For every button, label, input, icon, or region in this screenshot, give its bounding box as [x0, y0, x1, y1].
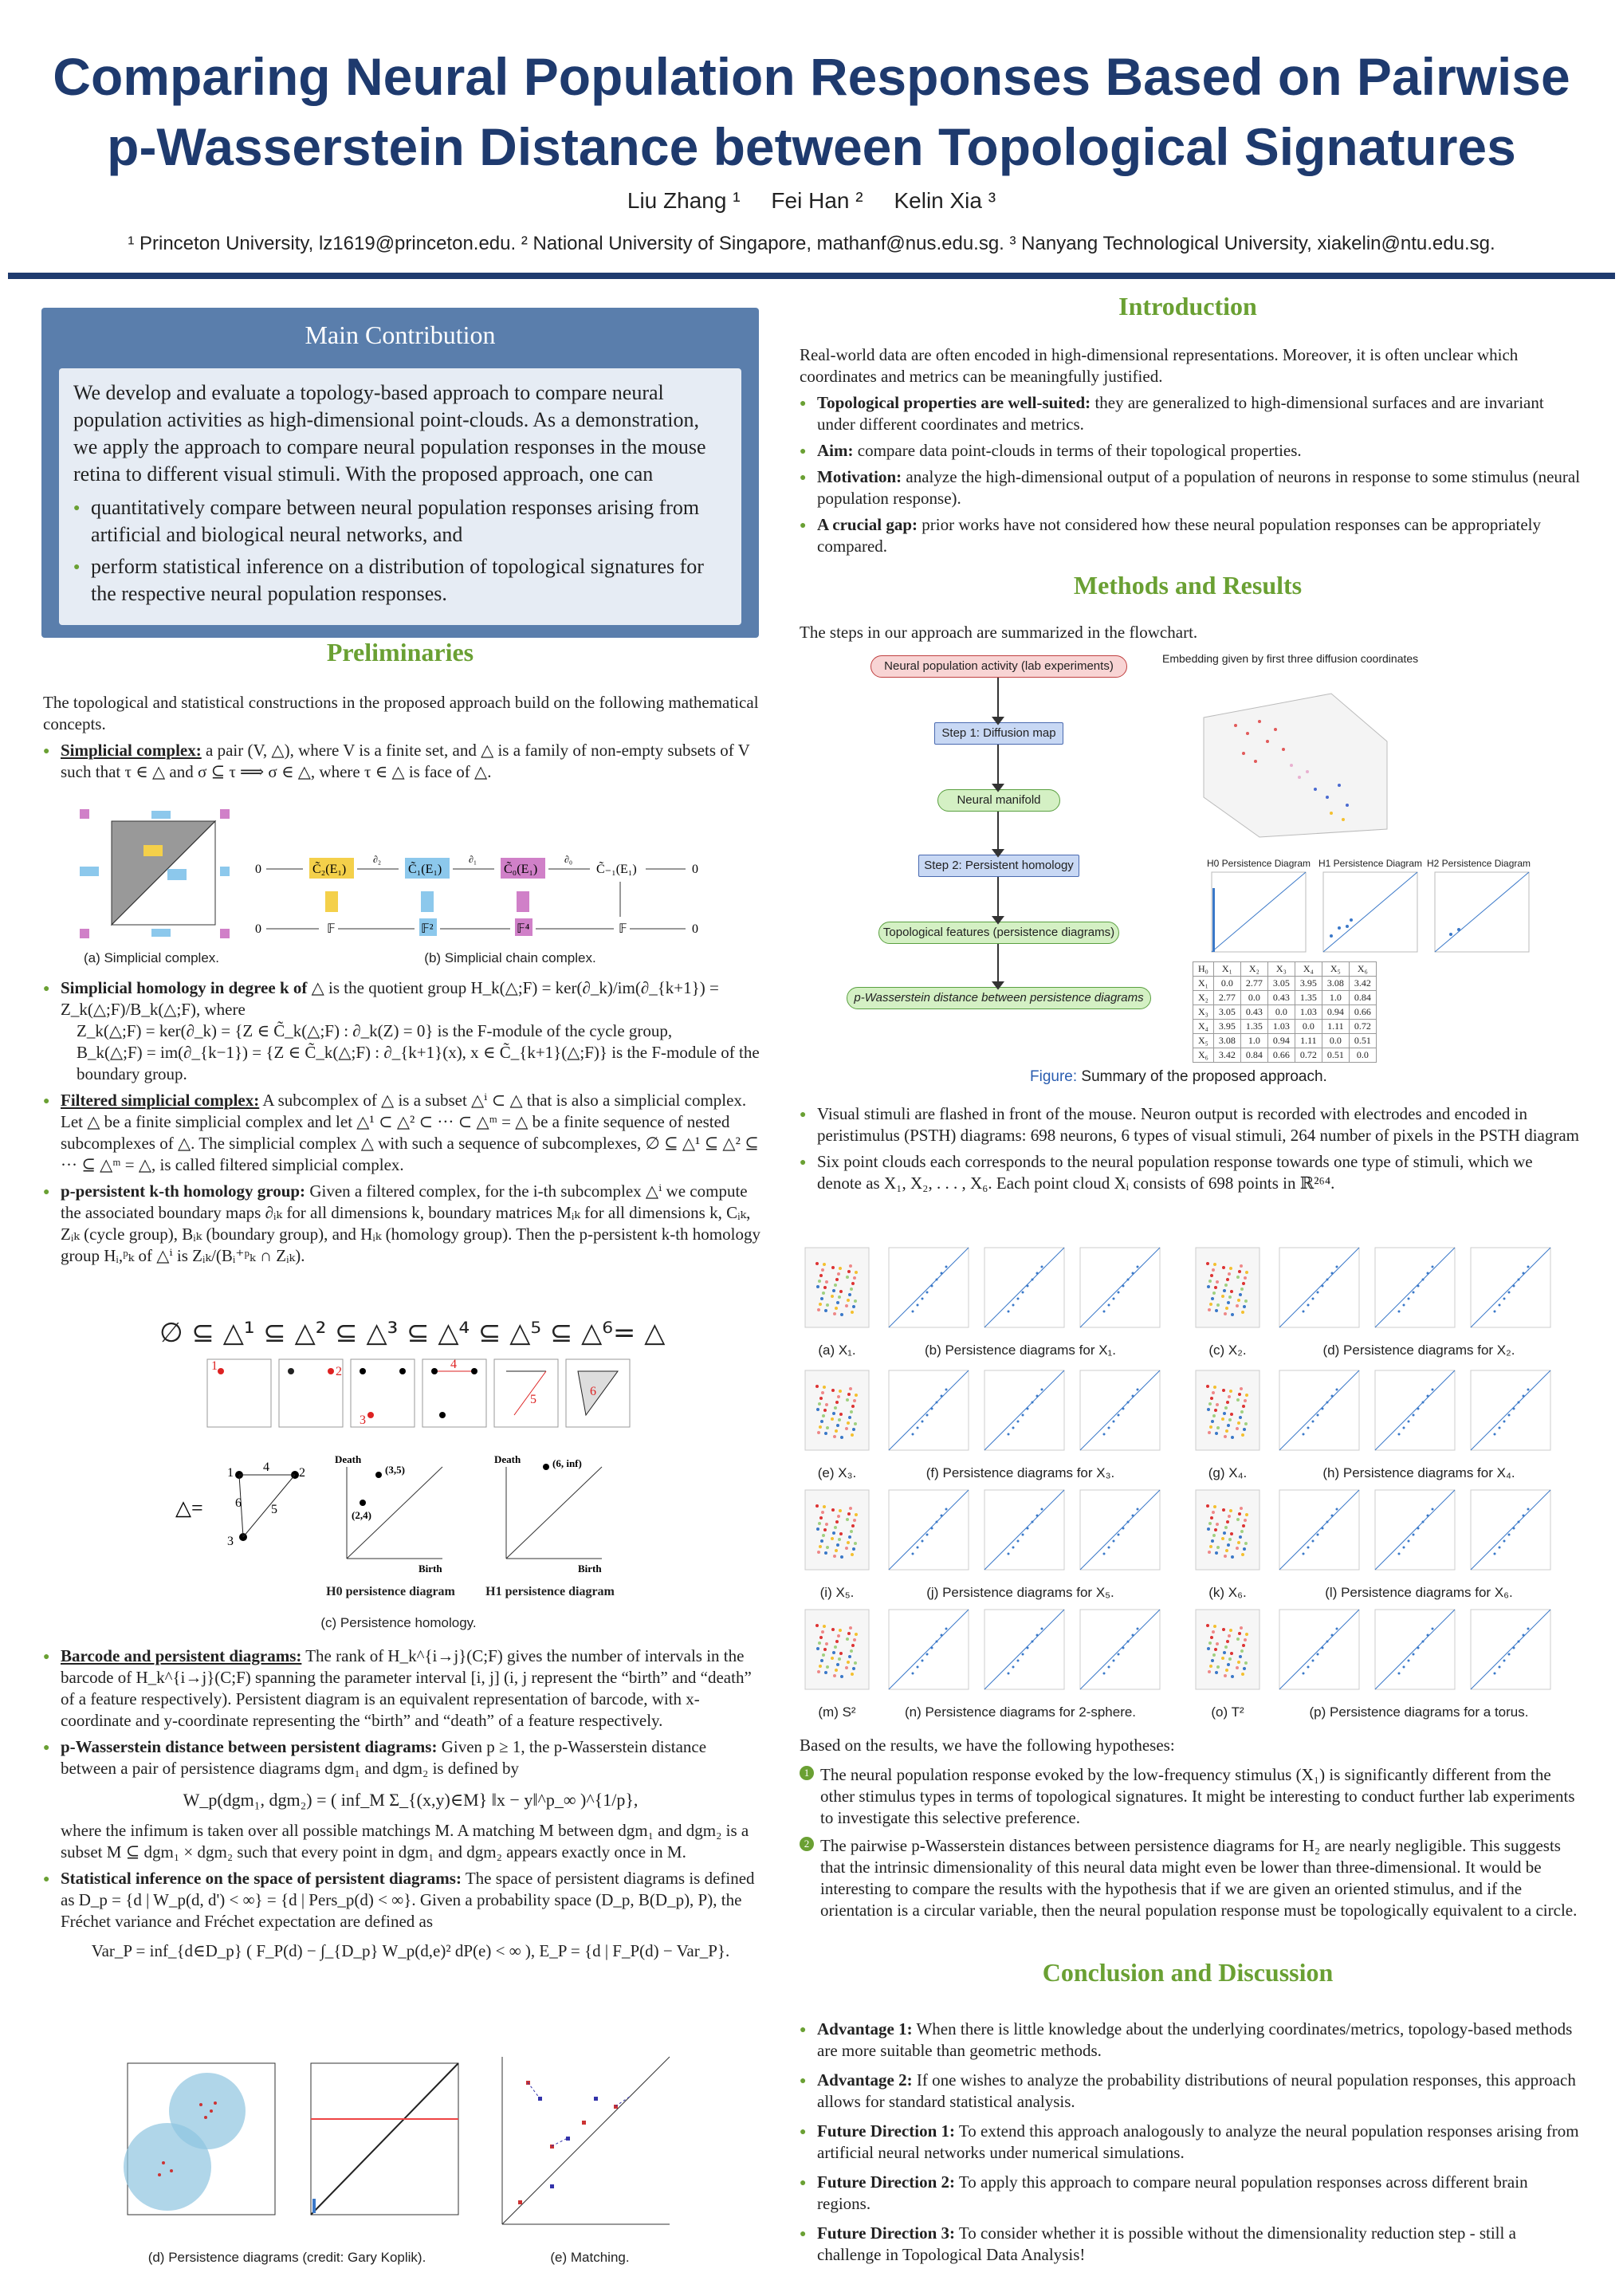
contribution-bullet: ● perform statistical inference on a distribution of topological signatures for the respective neural population responses. — [73, 553, 727, 607]
grid-caption: (m) S² — [818, 1704, 856, 1720]
matrix-cell: 3.05 — [1213, 1005, 1240, 1020]
svg-text:△=: △= — [175, 1496, 203, 1520]
persistence-diagram-thumbnail — [1279, 1248, 1359, 1327]
matrix-cell: 3.42 — [1349, 977, 1376, 991]
figure-caption — [1030, 1068, 1327, 1086]
matrix-cell: 0.84 — [1240, 1048, 1267, 1063]
svg-text:Death: Death — [494, 1453, 521, 1465]
text: To consider whether it is possible without the dimensionality reduction step - still a challenge in Topological Data Analysis! — [817, 2223, 1516, 2264]
contribution-heading: Main Contribution — [305, 320, 496, 349]
svg-text:0: 0 — [692, 863, 698, 876]
persistence-homology-figure — [175, 1355, 650, 1594]
intro-bullet — [800, 466, 1581, 509]
term: Topological properties are well-suited: — [817, 393, 1091, 412]
grid-caption: (n) Persistence diagrams for 2-sphere. — [904, 1704, 1137, 1720]
matrix-cell: X₄ — [1295, 962, 1322, 977]
matrix-cell: X₂ — [1240, 962, 1267, 977]
figure-label: Figure: — [1030, 1068, 1078, 1085]
term: Aim: — [817, 441, 854, 460]
term: Statistical inference on the space of persistent diagrams: — [61, 1869, 462, 1888]
caption-c: (c) Persistence homology. — [320, 1615, 477, 1630]
matrix-cell: 0.0 — [1240, 991, 1267, 1005]
point-cloud-thumbnail — [1196, 1490, 1259, 1570]
svg-text:0: 0 — [692, 922, 698, 936]
grid-caption: (a) X₁. — [818, 1343, 856, 1358]
svg-text:1: 1 — [227, 1466, 234, 1480]
matrix-cell: X₆ — [1193, 1048, 1214, 1063]
persistence-diagram-thumbnail — [984, 1610, 1064, 1689]
persistence-diagram-thumbnail — [1080, 1248, 1160, 1327]
svg-text:Birth: Birth — [578, 1563, 602, 1575]
matrix-cell: X₁ — [1213, 962, 1240, 977]
conclusion-bullet — [800, 2019, 1581, 2062]
text: compare data point-clouds in terms of their topological properties. — [853, 441, 1302, 460]
term: Future Direction 2: — [817, 2172, 956, 2192]
definition: A subcomplex of △ is a subset △ⁱ ⊂ △ that is also a simplicial complex. Let △ be a finite simplicial complex and let △¹ ⊂ △² ⊂ ··· ⊂ △ᵐ = △ be a finite sequence of nested subcomplexes of △. The simplicial complex △ with such a sequence of subcomplexes, ∅ ⊆ △¹ ⊆ △² ⊆ ··· ⊆ △ᵐ = △, is called filtered simplicial complex. — [61, 1091, 759, 1174]
sub-item: Z_k(△;F) = ker(∂_k) = {Z ∈ C̃_k(△;F) : ∂_k(Z) = 0} is the F-module of the cycle group, — [77, 1021, 673, 1040]
grid-caption: (f) Persistence diagrams for X₃. — [925, 1465, 1115, 1480]
h1-label: H1 persistence diagram — [485, 1585, 615, 1598]
hypothesis-2 — [800, 1835, 1581, 1921]
conclusion-bullet — [800, 2223, 1581, 2266]
definition: The space of persistent diagrams is defined as D_p = {d | W_p(d, d') < ∞} = {d | Pers_p(d) < ∞}. Given a probability space (D_p, B(D_p), P), the Fréchet variance and Fréchet expectation are defined as — [61, 1869, 755, 1931]
matrix-cell: 2.77 — [1240, 977, 1267, 991]
svg-text:C̃₀(E₁): C̃₀(E₁) — [504, 863, 538, 876]
hypothesis-1 — [800, 1764, 1581, 1829]
frechet-formula: Var_P = inf_{d∈D_p} ( F_P(d) − ∫_{D_p} W_p(d,e)² dP(e) < ∞ ), E_P = {d | F_P(d) − Var_P}. — [91, 1941, 730, 1960]
svg-text:0: 0 — [255, 863, 261, 876]
flow-step-1: Step 1: Diffusion map — [934, 722, 1063, 745]
prelim-content — [43, 692, 760, 788]
definition: is the quotient group H_k(△;F) = ker(∂_k)/im(∂_{k+1}) = Z_k(△;F)/B_k(△;F), where — [61, 978, 719, 1019]
methods-bullets — [800, 1103, 1581, 1199]
term: p-Wasserstein distance between persistent diagrams: — [61, 1737, 438, 1756]
wasserstein-after: where the infimum is taken over all possible matchings M. A matching M between dgm₁ and dgm₂ is a subset M ⊆ dgm₁ × dgm₂ such that every point in dgm₁ and dgm₂ appears exactly once in M. — [61, 1821, 749, 1862]
matrix-cell: 1.0 — [1322, 991, 1349, 1005]
inference-item — [43, 1868, 760, 1962]
svg-text:3: 3 — [227, 1535, 234, 1548]
point-cloud-thumbnail — [1196, 1248, 1259, 1327]
term: Simplicial homology in degree k of △ — [61, 978, 324, 997]
svg-text:Birth: Birth — [419, 1563, 442, 1575]
grid-caption: (i) X₅. — [819, 1585, 855, 1600]
persistence-diagram-thumbnail — [889, 1248, 969, 1327]
matrix-cell: 3.08 — [1213, 1034, 1240, 1048]
chain-complex-figure — [255, 837, 733, 945]
grid-caption: (o) T² — [1211, 1704, 1244, 1720]
conclusion-bullet — [800, 2172, 1581, 2215]
persistence-diagram-thumbnail — [1375, 1610, 1455, 1689]
text: If one wishes to analyze the probability distributions of neural population responses, this approach allows for standard statistical analysis. — [817, 2070, 1576, 2111]
persistence-diagram-thumbnail — [984, 1490, 1064, 1570]
main-contribution-panel — [41, 308, 759, 638]
methods-bullet: ● Six point clouds each corresponds to the neural population response towards one type of stimuli, which we denote as X₁, X₂, . . . , X₆. Each point cloud Xᵢ consists of 698 points in ℝ²⁶⁴. — [800, 1151, 1581, 1194]
matrix-cell: 1.03 — [1267, 1020, 1295, 1034]
grid-caption: (p) Persistence diagrams for a torus. — [1309, 1704, 1529, 1720]
term: Future Direction 3: — [817, 2223, 956, 2243]
persistence-diagram-thumbnail — [1471, 1610, 1550, 1689]
grid-caption: (b) Persistence diagrams for X₁. — [924, 1343, 1117, 1358]
matrix-cell: X₁ — [1193, 977, 1214, 991]
grid-caption: (g) X₄. — [1208, 1465, 1248, 1480]
matrix-row — [1193, 1034, 1377, 1048]
homology-item — [43, 977, 760, 1085]
grid-caption: (d) Persistence diagrams for X₂. — [1322, 1343, 1515, 1358]
point-cloud-thumbnail — [805, 1370, 869, 1450]
persistence-diagram-thumbnail — [984, 1370, 1064, 1450]
text: To extend this approach analogously to analyze the neural population responses arising from artificial neural networks under numerical simulations. — [817, 2121, 1579, 2162]
svg-text:∂₂: ∂₂ — [373, 854, 382, 865]
persistence-diagram-thumbnail — [889, 1370, 969, 1450]
intro-text: Real-world data are often encoded in high-dimensional representations. Moreover, it is often unclear which coordinates and metrics can be meaningfully justified. — [800, 345, 1519, 386]
persistence-diagram-thumbnail — [1471, 1248, 1550, 1327]
persistence-diagram-thumbnail — [1375, 1490, 1455, 1570]
text: To apply this approach to compare neural population responses across different brain regions. — [817, 2172, 1528, 2213]
contribution-text: We develop and evaluate a topology-based approach to compare neural population activities as high-dimensional point-clouds. As a demonstration, we apply the approach to compare neural population responses in the mouse retina to different visual stimuli. With the proposed approach, one can — [73, 381, 706, 486]
intro-bullet — [800, 392, 1581, 435]
point-cloud-thumbnail — [805, 1490, 869, 1570]
matrix-cell: 0.66 — [1349, 1005, 1376, 1020]
definition: a pair (V, △), where V is a finite set, and △ is a family of non-empty subsets of V such that τ ∈ △ and σ ⊆ τ ⟹ σ ∈ △, where τ ∈ △ is face of △. — [61, 741, 750, 781]
term: Future Direction 1: — [817, 2121, 956, 2141]
term: p-persistent k-th homology group: — [61, 1181, 306, 1201]
conclusion-content — [800, 2019, 1581, 2274]
wasserstein-item — [43, 1736, 760, 1863]
matching-plot — [494, 2049, 678, 2232]
term: A crucial gap: — [817, 515, 918, 534]
pd-title-h0: H0 Persistence Diagram — [1207, 858, 1311, 869]
authors: Liu Zhang ¹ Fei Han ² Kelin Xia ³ — [627, 188, 996, 213]
text: analyze the high-dimensional output of a population of neurons in response to some stimulus (neural population response). — [817, 467, 1581, 508]
figure-caption-text: Summary of the proposed approach. — [1077, 1068, 1327, 1085]
intro-bullet — [800, 514, 1581, 557]
grid-caption: (e) X₃. — [817, 1465, 857, 1480]
results-grid — [797, 1244, 1578, 1730]
definition: Given p ≥ 1, the p-Wasserstein distance between a pair of persistence diagrams dgm₁ and dgm₂ is defined by — [61, 1737, 707, 1778]
matrix-cell: 0.43 — [1267, 991, 1295, 1005]
matrix-cell: 3.05 — [1267, 977, 1295, 991]
h0-label: H0 persistence diagram — [326, 1585, 455, 1598]
embedding-title: Embedding given by first three diffusion coordinates — [1162, 652, 1419, 665]
svg-text:∂₁: ∂₁ — [469, 854, 477, 865]
matrix-cell: 0.0 — [1295, 1020, 1322, 1034]
svg-text:C̃₂(E₁): C̃₂(E₁) — [312, 863, 347, 876]
matrix-cell: 0.66 — [1267, 1048, 1295, 1063]
svg-text:(6, inf): (6, inf) — [552, 1457, 582, 1469]
hypothesis-text: The pairwise p-Wasserstein distances between persistence diagrams for H₂ are nearly negligible. This suggests that the intrinsic dimensionality of this neural data might even be lower than three-dimensional. It would be interesting to compare the results with the hypothesis that if we are given an oriented stimulus, and if the orientation is a circular variable, then the neural population response must be topologically equivalent to a circle. — [820, 1836, 1578, 1920]
matrix-cell: 0.51 — [1349, 1034, 1376, 1048]
matrix-cell: X₄ — [1193, 1020, 1214, 1034]
svg-text:Death: Death — [335, 1453, 362, 1465]
growing-discs-plot — [112, 2055, 279, 2231]
contribution-body — [59, 368, 741, 625]
flow-step-2: Step 2: Persistent homology — [918, 855, 1079, 877]
matrix-cell: X₅ — [1322, 962, 1349, 977]
persistence-diagram-thumbnail — [1375, 1248, 1455, 1327]
caption-a: (a) Simplicial complex. — [83, 950, 220, 965]
matrix-cell: 0.0 — [1349, 1048, 1376, 1063]
svg-text:𝔽: 𝔽 — [327, 922, 336, 936]
persistence-diagram-thumbnail — [1080, 1370, 1160, 1450]
matrix-cell: 0.72 — [1349, 1020, 1376, 1034]
svg-text:2: 2 — [299, 1466, 305, 1480]
persistent-item — [43, 1181, 760, 1267]
matrix-cell: X₃ — [1193, 1005, 1214, 1020]
svg-text:4: 4 — [263, 1461, 269, 1474]
text: prior works have not considered how these neural population responses can be appropriately compared. — [817, 515, 1542, 556]
svg-text:C̃₋₁(E₁): C̃₋₁(E₁) — [596, 863, 637, 876]
persistence-diagram-thumbnail — [1279, 1490, 1359, 1570]
matrix-cell: 3.42 — [1213, 1048, 1240, 1063]
svg-text:∂₀: ∂₀ — [564, 854, 573, 865]
hypotheses — [800, 1735, 1581, 1921]
matrix-cell: H₀ — [1193, 962, 1214, 977]
svg-text:5: 5 — [530, 1393, 536, 1406]
preliminaries-heading: Preliminaries — [326, 638, 474, 666]
svg-text:𝔽⁴: 𝔽⁴ — [517, 922, 530, 936]
conclusion-bullet — [800, 2121, 1581, 2164]
prelim-content-3 — [43, 1645, 760, 1970]
matrix-row — [1193, 977, 1377, 991]
contribution-bullet: ● quantitatively compare between neural population responses arising from artificial and biological neural networks, and — [73, 494, 727, 548]
matrix-cell: 1.35 — [1240, 1020, 1267, 1034]
barcode-item — [43, 1645, 760, 1732]
hypothesis-text: The neural population response evoked by the low-frequency stimulus (X₁) is significantly different from the other stimulus types in terms of topological signatures. It might be interesting to conduct further lab experiments to investigate this selective preference. — [820, 1765, 1575, 1827]
persistence-diagram-thumbnail — [1471, 1370, 1550, 1450]
svg-text:C̃₁(E₁): C̃₁(E₁) — [408, 863, 442, 876]
caption-e: (e) Matching. — [550, 2250, 630, 2265]
flow-neural-activity: Neural population activity (lab experiments) — [870, 655, 1127, 678]
matrix-cell: 3.95 — [1213, 1020, 1240, 1034]
matrix-row — [1193, 1005, 1377, 1020]
matrix-cell: 1.11 — [1322, 1020, 1349, 1034]
header-rule — [8, 273, 1615, 279]
matrix-cell: 0.94 — [1322, 1005, 1349, 1020]
filtration-label: ∅ ⊆ △¹ ⊆ △² ⊆ △³ ⊆ △⁴ ⊆ △⁵ ⊆ △⁶= △ — [159, 1317, 666, 1349]
svg-text:1: 1 — [211, 1359, 218, 1373]
point-cloud-thumbnail — [805, 1248, 869, 1327]
matrix-row — [1193, 1020, 1377, 1034]
definition: Given a filtered complex, for the i-th subcomplex △ⁱ we compute the associated boundary maps ∂ᵢₖ for all dimensions k, boundary matrices Mᵢₖ for all dimensions k, Cᵢₖ, Zᵢₖ (cycle group), Bᵢₖ (boundary group), and Hᵢₖ (homology group). Then the p-persistent k-th homology group Hᵢ,ᵖₖ of △ⁱ is Zᵢₖ/(Bᵢ⁺ᵖₖ ∩ Zᵢₖ). — [61, 1181, 760, 1265]
svg-text:6: 6 — [235, 1496, 242, 1510]
matrix-cell: 0.51 — [1322, 1048, 1349, 1063]
pd-title-h2: H2 Persistence Diagram — [1427, 858, 1531, 869]
persistence-diagram-thumbnail — [889, 1610, 969, 1689]
persistence-diagram-thumbnail — [1080, 1490, 1160, 1570]
matrix-cell: X₅ — [1193, 1034, 1214, 1048]
methods-heading: Methods and Results — [1073, 571, 1303, 600]
sub-item: B_k(△;F) = im(∂_{k−1}) = {Z ∈ C̃_k(△;F) : ∂_{k+1}(x), x ∈ C̃_{k+1}(△;F)} is the F-module of the boundary group. — [77, 1043, 760, 1083]
methods-intro: The steps in our approach are summarized in the flowchart. — [800, 623, 1198, 642]
point-cloud-thumbnail — [1196, 1610, 1259, 1689]
methods-bullet: ● Visual stimuli are flashed in front of the mouse. Neuron output is recorded with electrodes and encoded in peristimulus (PSTH) diagrams: 698 neurons, 6 types of visual stimuli, 264 number of pixels in the PSTH diagram — [800, 1103, 1581, 1146]
matrix-cell: 1.11 — [1295, 1034, 1322, 1048]
svg-text:0: 0 — [255, 922, 261, 936]
filtered-item — [43, 1090, 760, 1176]
point-cloud-thumbnail — [1196, 1370, 1259, 1450]
grid-caption: (c) X₂. — [1208, 1343, 1247, 1358]
matrix-cell: 1.35 — [1295, 991, 1322, 1005]
flow-neural-manifold: Neural manifold — [937, 789, 1060, 812]
conclusion-bullet — [800, 2070, 1581, 2113]
matrix-cell: 3.08 — [1322, 977, 1349, 991]
title-line-1: Comparing Neural Population Responses Based on Pairwise — [53, 47, 1570, 106]
svg-text:𝔽²: 𝔽² — [421, 922, 434, 936]
term: Motivation: — [817, 467, 902, 486]
persistence-diagram-thumbnail — [1375, 1370, 1455, 1450]
text: When there is little knowledge about the underlying coordinates/metrics, topology-based methods are more suitable than geometric methods. — [817, 2019, 1573, 2060]
term: Simplicial complex: — [61, 741, 202, 760]
caption-d: (d) Persistence diagrams (credit: Gary Koplik). — [147, 2250, 426, 2265]
svg-text:2: 2 — [336, 1365, 342, 1378]
term: Advantage 2: — [817, 2070, 913, 2090]
matrix-row — [1193, 991, 1377, 1005]
svg-text:5: 5 — [271, 1503, 277, 1516]
matrix-cell: 0.84 — [1349, 991, 1376, 1005]
definition: The rank of H_k^{i→j}(C;F) gives the number of intervals in the barcode of H_k^{i→j}(C;F) spanning the parameter interval [i, j] (i, j represent the “birth” and “death” of a feature respectively). Persistent diagram is an equivalent representation of barcode, with x-coordinate and y-coordinate representing the “birth” and “death” of a feature respectively. — [61, 1646, 752, 1730]
introduction-heading: Introduction — [1118, 292, 1257, 320]
persistence-diagram-thumbnail — [889, 1490, 969, 1570]
term: Barcode and persistent diagrams: — [61, 1646, 302, 1665]
simplicial-complex-figure — [80, 809, 231, 949]
hypotheses-intro: Based on the results, we have the following hypotheses: — [800, 1736, 1175, 1755]
svg-text:6: 6 — [590, 1385, 596, 1398]
matrix-cell: X₂ — [1193, 991, 1214, 1005]
matrix-cell: 0.0 — [1322, 1034, 1349, 1048]
term: Filtered simplicial complex: — [61, 1091, 260, 1110]
persistence-diagram-thumbnail — [1080, 1610, 1160, 1689]
matrix-cell: 0.0 — [1267, 1005, 1295, 1020]
hypothesis-number-icon: 2 — [800, 1837, 814, 1851]
conclusion-heading: Conclusion and Discussion — [1042, 1958, 1334, 1987]
term: Advantage 1: — [817, 2019, 913, 2038]
flow-arrows — [988, 678, 1012, 989]
grid-caption: (h) Persistence diagrams for X₄. — [1322, 1465, 1515, 1480]
matrix-cell: 1.03 — [1295, 1005, 1322, 1020]
prelim-content-2 — [43, 977, 760, 1272]
results-thumbnails — [797, 1244, 1578, 1730]
poster-title — [0, 41, 1623, 182]
persistence-diagram-thumbnail — [1279, 1610, 1359, 1689]
matrix-cell: 1.0 — [1240, 1034, 1267, 1048]
text: they are generalized to high-dimensional surfaces and are invariant under different coordinates and metrics. — [817, 393, 1544, 434]
matrix-cell: 0.94 — [1267, 1034, 1295, 1048]
intro-content — [800, 344, 1581, 562]
affiliations: ¹ Princeton University, lz1619@princeton.edu. ² National University of Singapore, mathanf@nus.edu.sg. ³ Nanyang Technological University, xiakelin@ntu.edu.sg. — [128, 233, 1495, 254]
persistence-diagram-thumbnail — [1471, 1490, 1550, 1570]
hypothesis-number-icon: 1 — [800, 1766, 814, 1780]
grid-caption: (j) Persistence diagrams for X₅. — [926, 1585, 1114, 1600]
svg-text:(2,4): (2,4) — [352, 1509, 371, 1521]
matrix-cell: 2.77 — [1213, 991, 1240, 1005]
pd-summary-plots — [1212, 872, 1531, 960]
caption-b: (b) Simplicial chain complex. — [424, 950, 596, 965]
persistence-diagram-thumbnail — [1279, 1370, 1359, 1450]
distance-matrix — [1193, 961, 1377, 1063]
svg-text:(3,5): (3,5) — [385, 1464, 405, 1476]
flow-topological-features: Topological features (persistence diagrams) — [878, 922, 1119, 944]
svg-text:𝔽: 𝔽 — [619, 922, 627, 936]
intro-bullet — [800, 440, 1581, 462]
matrix-header-row — [1193, 962, 1377, 977]
matrix-cell: 0.0 — [1213, 977, 1240, 991]
prelim-intro: The topological and statistical constructions in the proposed approach build on the following mathematical concepts. — [43, 693, 759, 733]
matrix-cell: 3.95 — [1295, 977, 1322, 991]
grid-caption: (l) Persistence diagrams for X₆. — [1325, 1585, 1513, 1600]
svg-text:3: 3 — [360, 1413, 366, 1427]
matrix-cell: 0.43 — [1240, 1005, 1267, 1020]
svg-text:4: 4 — [450, 1358, 457, 1371]
flow-wasserstein: p-Wasserstein distance between persistence diagrams — [847, 987, 1151, 1009]
point-cloud-thumbnail — [805, 1610, 869, 1689]
title-line-2: p-Wasserstein Distance between Topological Signatures — [107, 117, 1516, 176]
matrix-cell: 0.72 — [1295, 1048, 1322, 1063]
pd-title-h1: H1 Persistence Diagram — [1318, 858, 1423, 869]
grid-caption: (k) X₆. — [1208, 1585, 1247, 1600]
persistence-diagram-thumbnail — [984, 1248, 1064, 1327]
matrix-cell: X₃ — [1267, 962, 1295, 977]
embedding-3d-plot — [1188, 678, 1395, 845]
wasserstein-formula: W_p(dgm₁, dgm₂) = ( inf_M Σ_{(x,y)∈M} ‖x − y‖^p_∞ )^{1/p}, — [183, 1790, 639, 1810]
persistence-diagram-plot — [303, 2055, 470, 2231]
matrix-row — [1193, 1048, 1377, 1063]
matrix-cell: X₆ — [1349, 962, 1376, 977]
simplicial-complex-item — [43, 740, 760, 783]
